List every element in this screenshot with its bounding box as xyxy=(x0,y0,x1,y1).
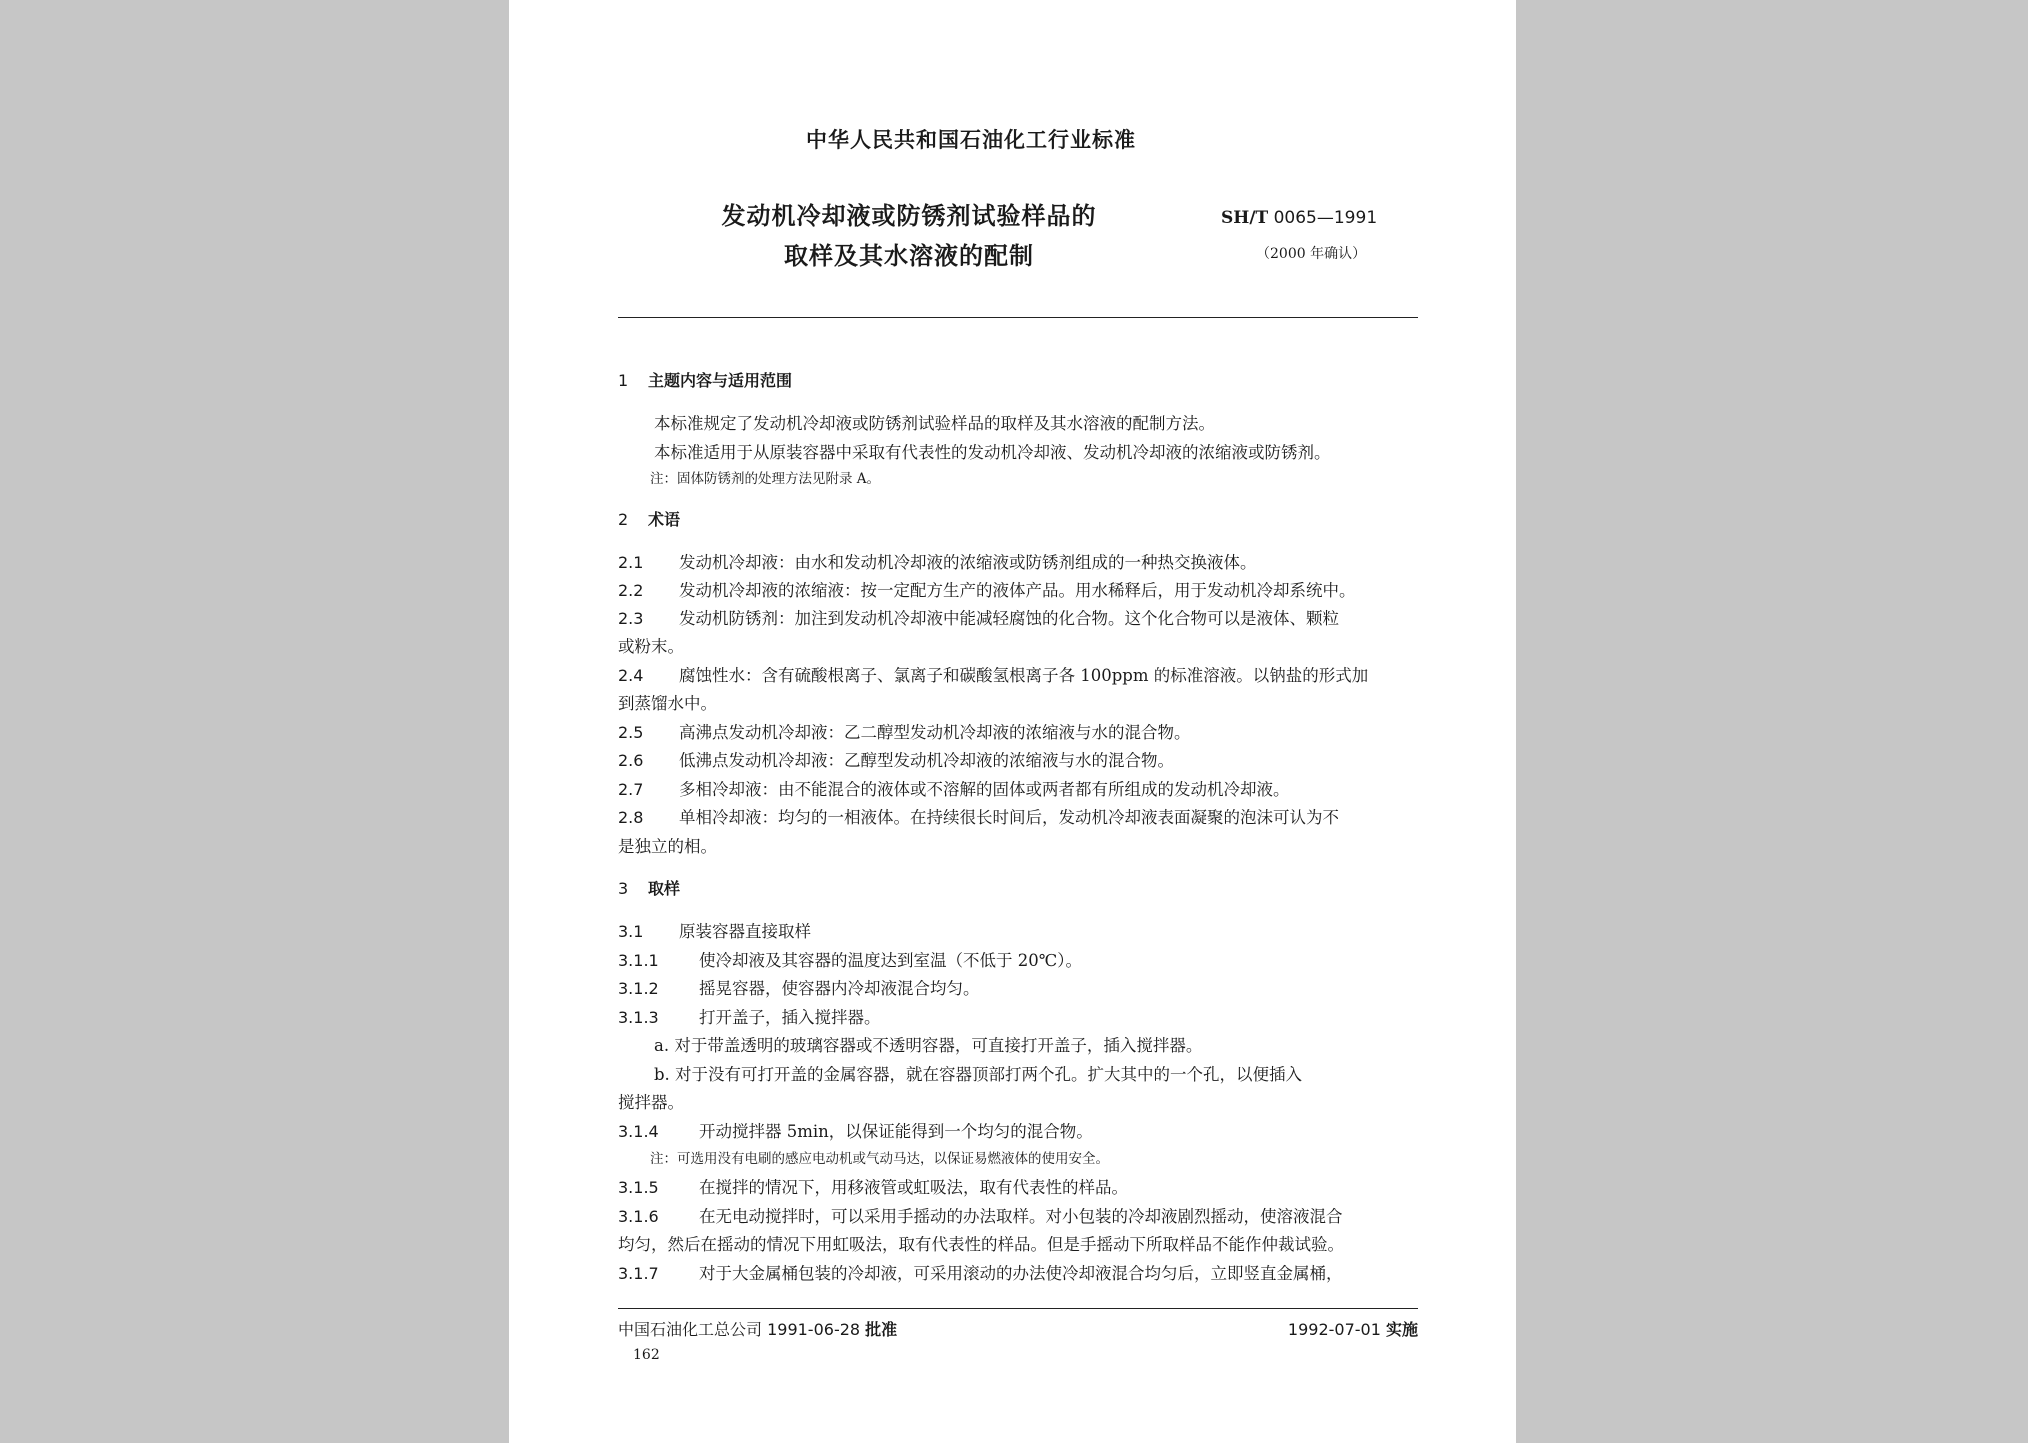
clause-3-1-2: 3.1.2 摇晃容器，使容器内冷却液混合均匀。 xyxy=(618,979,980,998)
clause-2-8: 2.8 单相冷却液：均匀的一相液体。在持续很长时间后，发动机冷却液表面凝聚的泡沫可认为不 xyxy=(618,808,1339,827)
clause-3-1-1: 3.1.1 使冷却液及其容器的温度达到室温（不低于 20℃）。 xyxy=(618,951,1082,970)
clause-2-5: 2.5 高沸点发动机冷却液：乙二醇型发动机冷却液的浓缩液与水的混合物。 xyxy=(618,723,1191,742)
section-1-para-1: 本标准规定了发动机冷却液或防锈剂试验样品的取样及其水溶液的配制方法。 xyxy=(654,414,1215,433)
clause-2-4: 2.4 腐蚀性水：含有硫酸根离子、氯离子和碳酸氢根离子各 100ppm 的标准溶液。以钠盐的形式加 xyxy=(618,666,1369,685)
industry-standard-title: 中华人民共和国石油化工行业标准 xyxy=(806,128,1136,152)
standard-prefix: SH/T xyxy=(1221,208,1269,228)
section-1-note: 注：固体防锈剂的处理方法见附录 A。 xyxy=(650,471,881,487)
clause-2-3-cont: 或粉末。 xyxy=(618,637,684,656)
clause-2-6: 2.6 低沸点发动机冷却液：乙醇型发动机冷却液的浓缩液与水的混合物。 xyxy=(618,751,1174,770)
header-divider xyxy=(618,317,1418,318)
clause-2-7: 2.7 多相冷却液：由不能混合的液体或不溶解的固体或两者都有所组成的发动机冷却液。 xyxy=(618,780,1290,799)
section-2-heading: 2 术语 xyxy=(618,510,681,529)
section-3-heading: 3 取样 xyxy=(618,879,681,898)
clause-3-1-5: 3.1.5 在搅拌的情况下，用移液管或虹吸法，取有代表性的样品。 xyxy=(618,1178,1128,1197)
standard-number xyxy=(1221,208,1377,228)
standard-code: 0065—1991 xyxy=(1268,208,1378,228)
clause-3-1-7: 3.1.7 对于大金属桶包装的冷却液，可采用滚动的办法使冷却液混合均匀后，立即竖直金属桶， xyxy=(618,1264,1343,1283)
section-1-para-2: 本标准适用于从原装容器中采取有代表性的发动机冷却液、发动机冷却液的浓缩液或防锈剂。 xyxy=(654,443,1331,462)
clause-2-8-cont: 是独立的相。 xyxy=(618,837,717,856)
confirmation-year: （2000 年确认） xyxy=(1256,246,1367,262)
section-1-heading: 1 主题内容与适用范围 xyxy=(618,371,793,390)
page-number: 162 xyxy=(633,1347,660,1363)
footer-divider xyxy=(618,1308,1418,1309)
document-page xyxy=(509,0,1516,1443)
approval-line: 中国石油化工总公司 1991-06-28 批准 xyxy=(618,1320,898,1339)
clause-3-1-3: 3.1.3 打开盖子，插入搅拌器。 xyxy=(618,1008,881,1027)
clause-2-4-cont: 到蒸馏水中。 xyxy=(618,694,717,713)
implementation-line: 1992-07-01 实施 xyxy=(1287,1320,1418,1339)
clause-2-1: 2.1 发动机冷却液：由水和发动机冷却液的浓缩液或防锈剂组成的一种热交换液体。 xyxy=(618,553,1257,572)
clause-3-1: 3.1 原装容器直接取样 xyxy=(618,922,811,941)
clause-2-2: 2.2 发动机冷却液的浓缩液：按一定配方生产的液体产品。用水稀释后，用于发动机冷却系统中。 xyxy=(618,581,1356,600)
document-title-line1: 发动机冷却液或防锈剂试验样品的 xyxy=(721,202,1097,230)
document-title-line2: 取样及其水溶液的配制 xyxy=(784,242,1034,270)
clause-3-1-6-cont: 均匀，然后在摇动的情况下用虹吸法，取有代表性的样品。但是手摇动下所取样品不能作仲裁试验。 xyxy=(618,1235,1344,1254)
clause-3-1-4-note: 注：可选用没有电刷的感应电动机或气动马达，以保证易燃液体的使用安全。 xyxy=(650,1151,1109,1167)
clause-3-1-3-b: b. 对于没有可打开盖的金属容器，就在容器顶部打两个孔。扩大其中的一个孔，以便插入 xyxy=(654,1065,1303,1084)
clause-3-1-6: 3.1.6 在无电动搅拌时，可以采用手摇动的办法取样。对小包装的冷却液剧烈摇动，使溶液混合 xyxy=(618,1207,1343,1226)
clause-3-1-4: 3.1.4 开动搅拌器 5min，以保证能得到一个均匀的混合物。 xyxy=(618,1122,1093,1141)
clause-3-1-3-b-cont: 搅拌器。 xyxy=(618,1093,684,1112)
clause-3-1-3-a: a. 对于带盖透明的玻璃容器或不透明容器，可直接打开盖子，插入搅拌器。 xyxy=(654,1036,1203,1055)
clause-2-3: 2.3 发动机防锈剂：加注到发动机冷却液中能减轻腐蚀的化合物。这个化合物可以是液体、颗粒 xyxy=(618,609,1339,628)
